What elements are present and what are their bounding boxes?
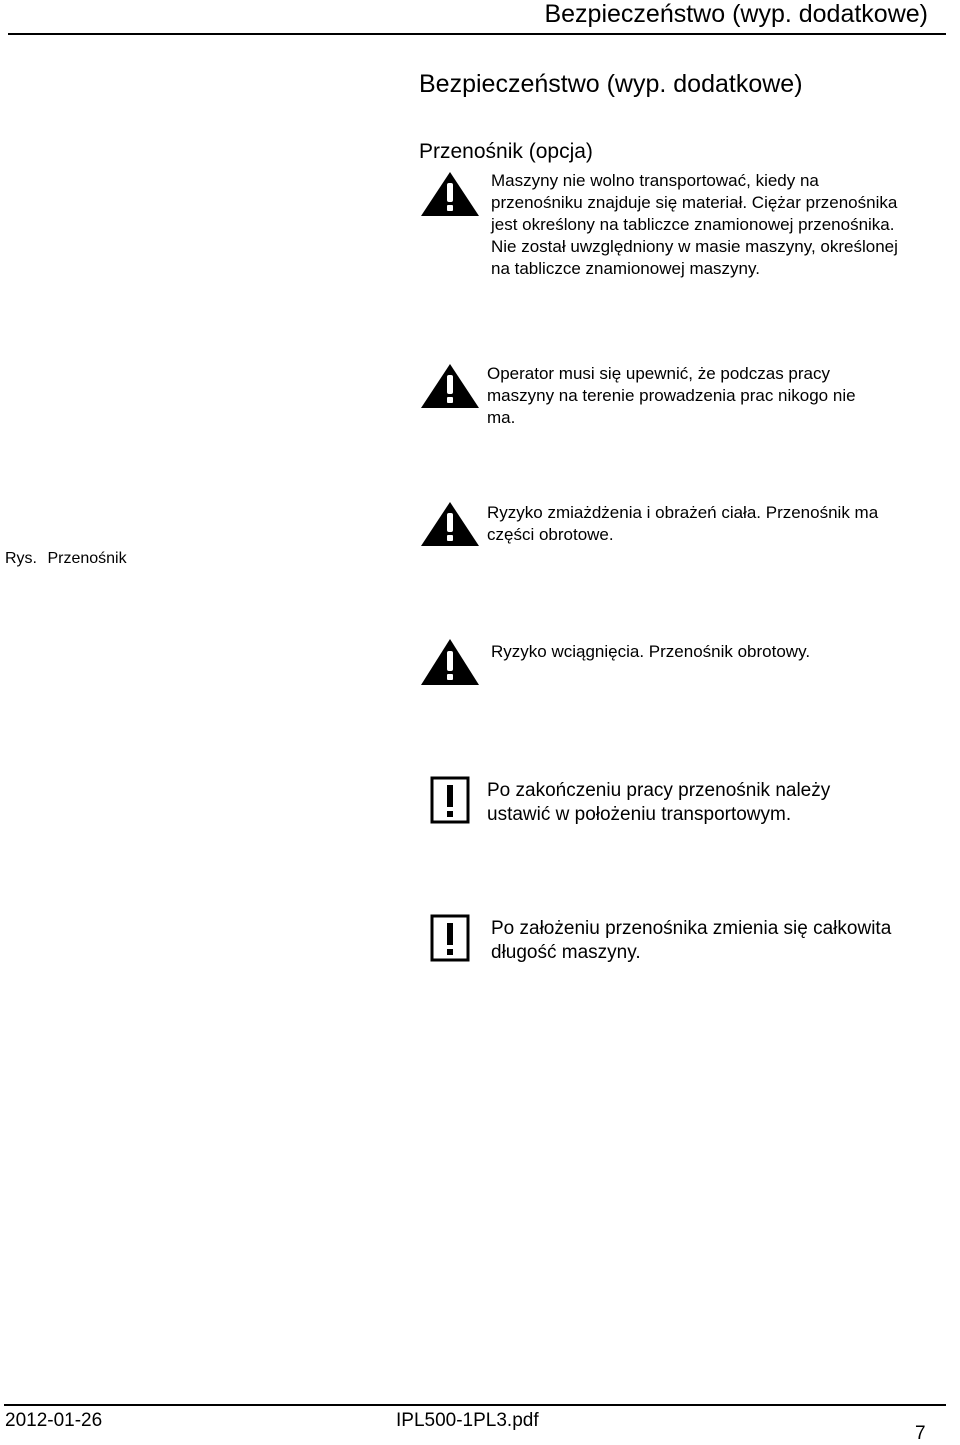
figure-caption-text: Przenośnik: [47, 550, 127, 567]
footer-divider: [4, 1404, 946, 1406]
text-line: Po zakończeniu pracy przenośnik należy: [487, 780, 831, 801]
text-line: długość maszyny.: [491, 942, 641, 963]
text-line: maszyny na terenie prowadzenia prac nikogo nie: [487, 386, 856, 405]
warning-triangle-icon: [421, 364, 479, 408]
text-line: na tabliczce znamionowej maszyny.: [491, 259, 760, 278]
warning-text-entanglement-risk: [491, 641, 810, 663]
figure-caption: [5, 550, 133, 568]
warning-text-operator-area: [487, 363, 856, 429]
section-title: Bezpieczeństwo (wyp. dodatkowe): [419, 70, 803, 98]
running-header-title: Bezpieczeństwo (wyp. dodatkowe): [544, 0, 928, 28]
text-line: ustawić w położeniu transportowym.: [487, 804, 792, 825]
page-number: 7: [915, 1423, 926, 1444]
note-text-transport-position: [487, 779, 830, 827]
text-line: Po założeniu przenośnika zmienia się całkowita: [491, 918, 892, 939]
text-line: Nie został uwzględniony w masie maszyny, określonej: [491, 237, 898, 256]
warning-triangle-icon: [421, 502, 479, 546]
warning-triangle-icon: [421, 639, 479, 685]
note-text-machine-length: [491, 917, 891, 965]
warning-text-crushing-risk: [487, 502, 878, 546]
text-line: Operator musi się upewnić, że podczas pracy: [487, 364, 830, 383]
figure-caption-prefix: Rys.: [5, 550, 37, 567]
text-line: części obrotowe.: [487, 525, 614, 544]
text-line: przenośniku znajduje się materiał. Ciężar przenośnika: [491, 193, 898, 212]
text-line: Ryzyko wciągnięcia. Przenośnik obrotowy.: [491, 642, 811, 661]
notice-exclamation-icon: [430, 776, 470, 824]
text-line: Maszyny nie wolno transportować, kiedy na: [491, 171, 819, 190]
notice-exclamation-icon: [430, 914, 470, 962]
footer-date: 2012-01-26: [5, 1410, 103, 1431]
warning-text-transport-load: [491, 170, 898, 280]
footer-filename: IPL500-1PL3.pdf: [396, 1410, 539, 1431]
header-divider: [8, 33, 946, 35]
text-line: Ryzyko zmiażdżenia i obrażeń ciała. Przenośnik ma: [487, 503, 879, 522]
subsection-title: Przenośnik (opcja): [419, 140, 593, 163]
warning-triangle-icon: [421, 172, 479, 216]
text-line: ma.: [487, 408, 516, 427]
text-line: jest określony na tabliczce znamionowej przenośnika.: [491, 215, 895, 234]
